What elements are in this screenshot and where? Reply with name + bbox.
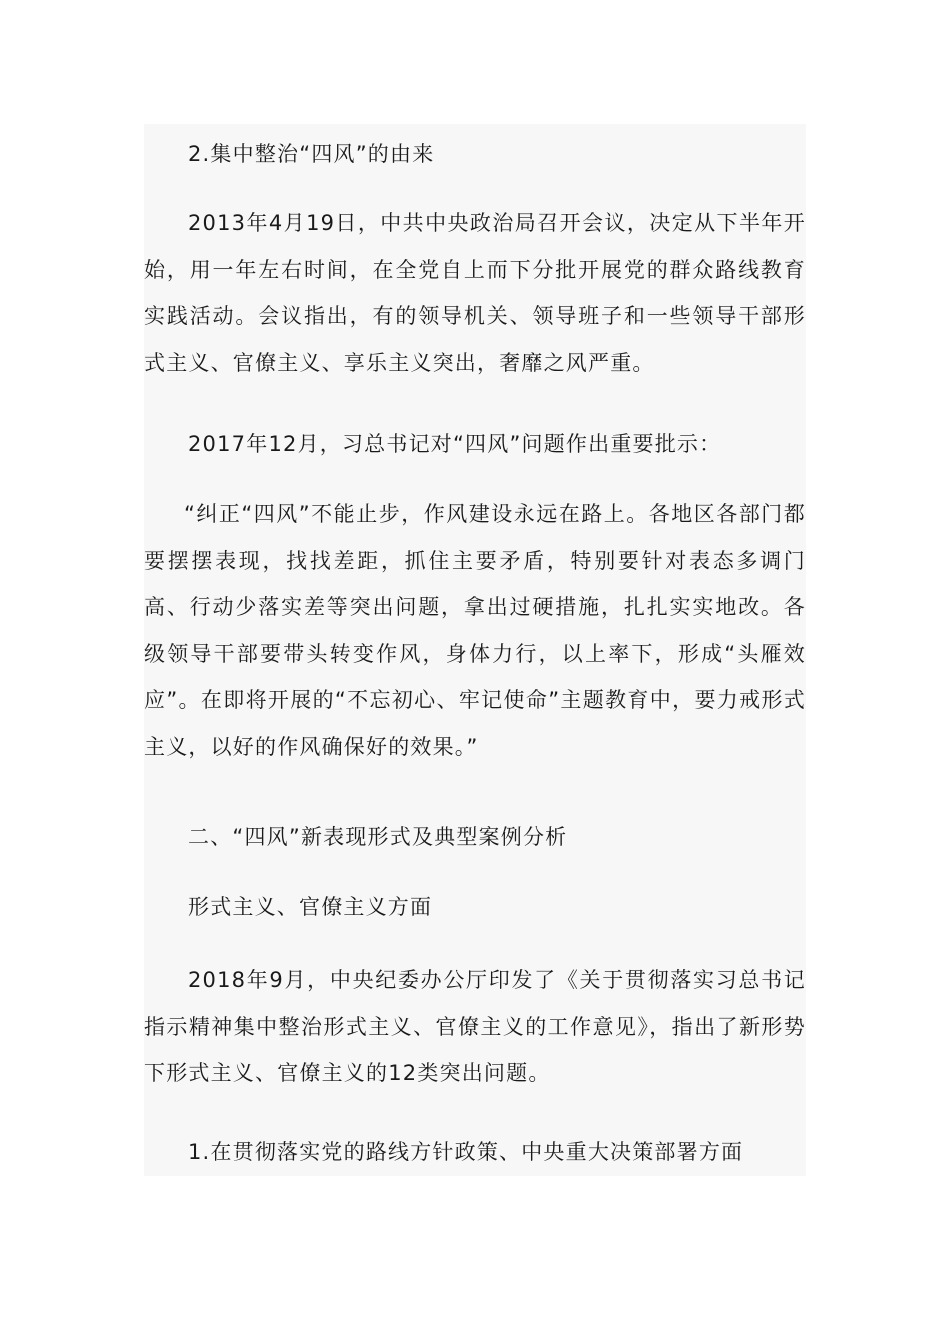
paragraph-2018-opinion: 2018年9月，中央纪委办公厅印发了《关于贯彻落实习总书记指示精神集中整治形式主义、官僚主义的工作意见》，指出了新形势下形式主义、官僚主义的12类突出问题。 [144, 968, 806, 1085]
list-item-1-heading: 1.在贯彻落实党的路线方针政策、中央重大决策部署方面 [188, 1140, 744, 1164]
section-heading-new-forms: 二、“四风”新表现形式及典型案例分析 [188, 825, 568, 849]
paragraph-2017-instruction: 2017年12月，习总书记对“四风”问题作出重要批示： [188, 432, 722, 456]
paragraph-2013-meeting: 2013年4月19日，中共中央政治局召开会议，决定从下半年开始，用一年左右时间，在全党自上而下分批开展党的群众路线教育实践活动。会议指出，有的领导机关、领导班子和一些领导干部形式主义、官僚主义、享乐主义突出，奢靡之风严重。 [144, 211, 806, 375]
document-page [144, 124, 806, 1176]
quote-paragraph: “纠正“四风”不能止步，作风建设永远在路上。各地区各部门都要摆摆表现，找找差距，抓住主要矛盾，特别要针对表态多调门高、行动少落实差等突出问题，拿出过硬措施，扎扎实实地改。各级领导干部要带头转变作风，身体力行，以上率下，形成“头雁效应”。在即将开展的“不忘初心、牢记使命”主题教育中，要力戒形式主义，以好的作风确保好的效果。” [144, 502, 806, 759]
section-heading-origin: 2.集中整治“四风”的由来 [188, 142, 435, 166]
subheading-formalism: 形式主义、官僚主义方面 [188, 895, 433, 919]
